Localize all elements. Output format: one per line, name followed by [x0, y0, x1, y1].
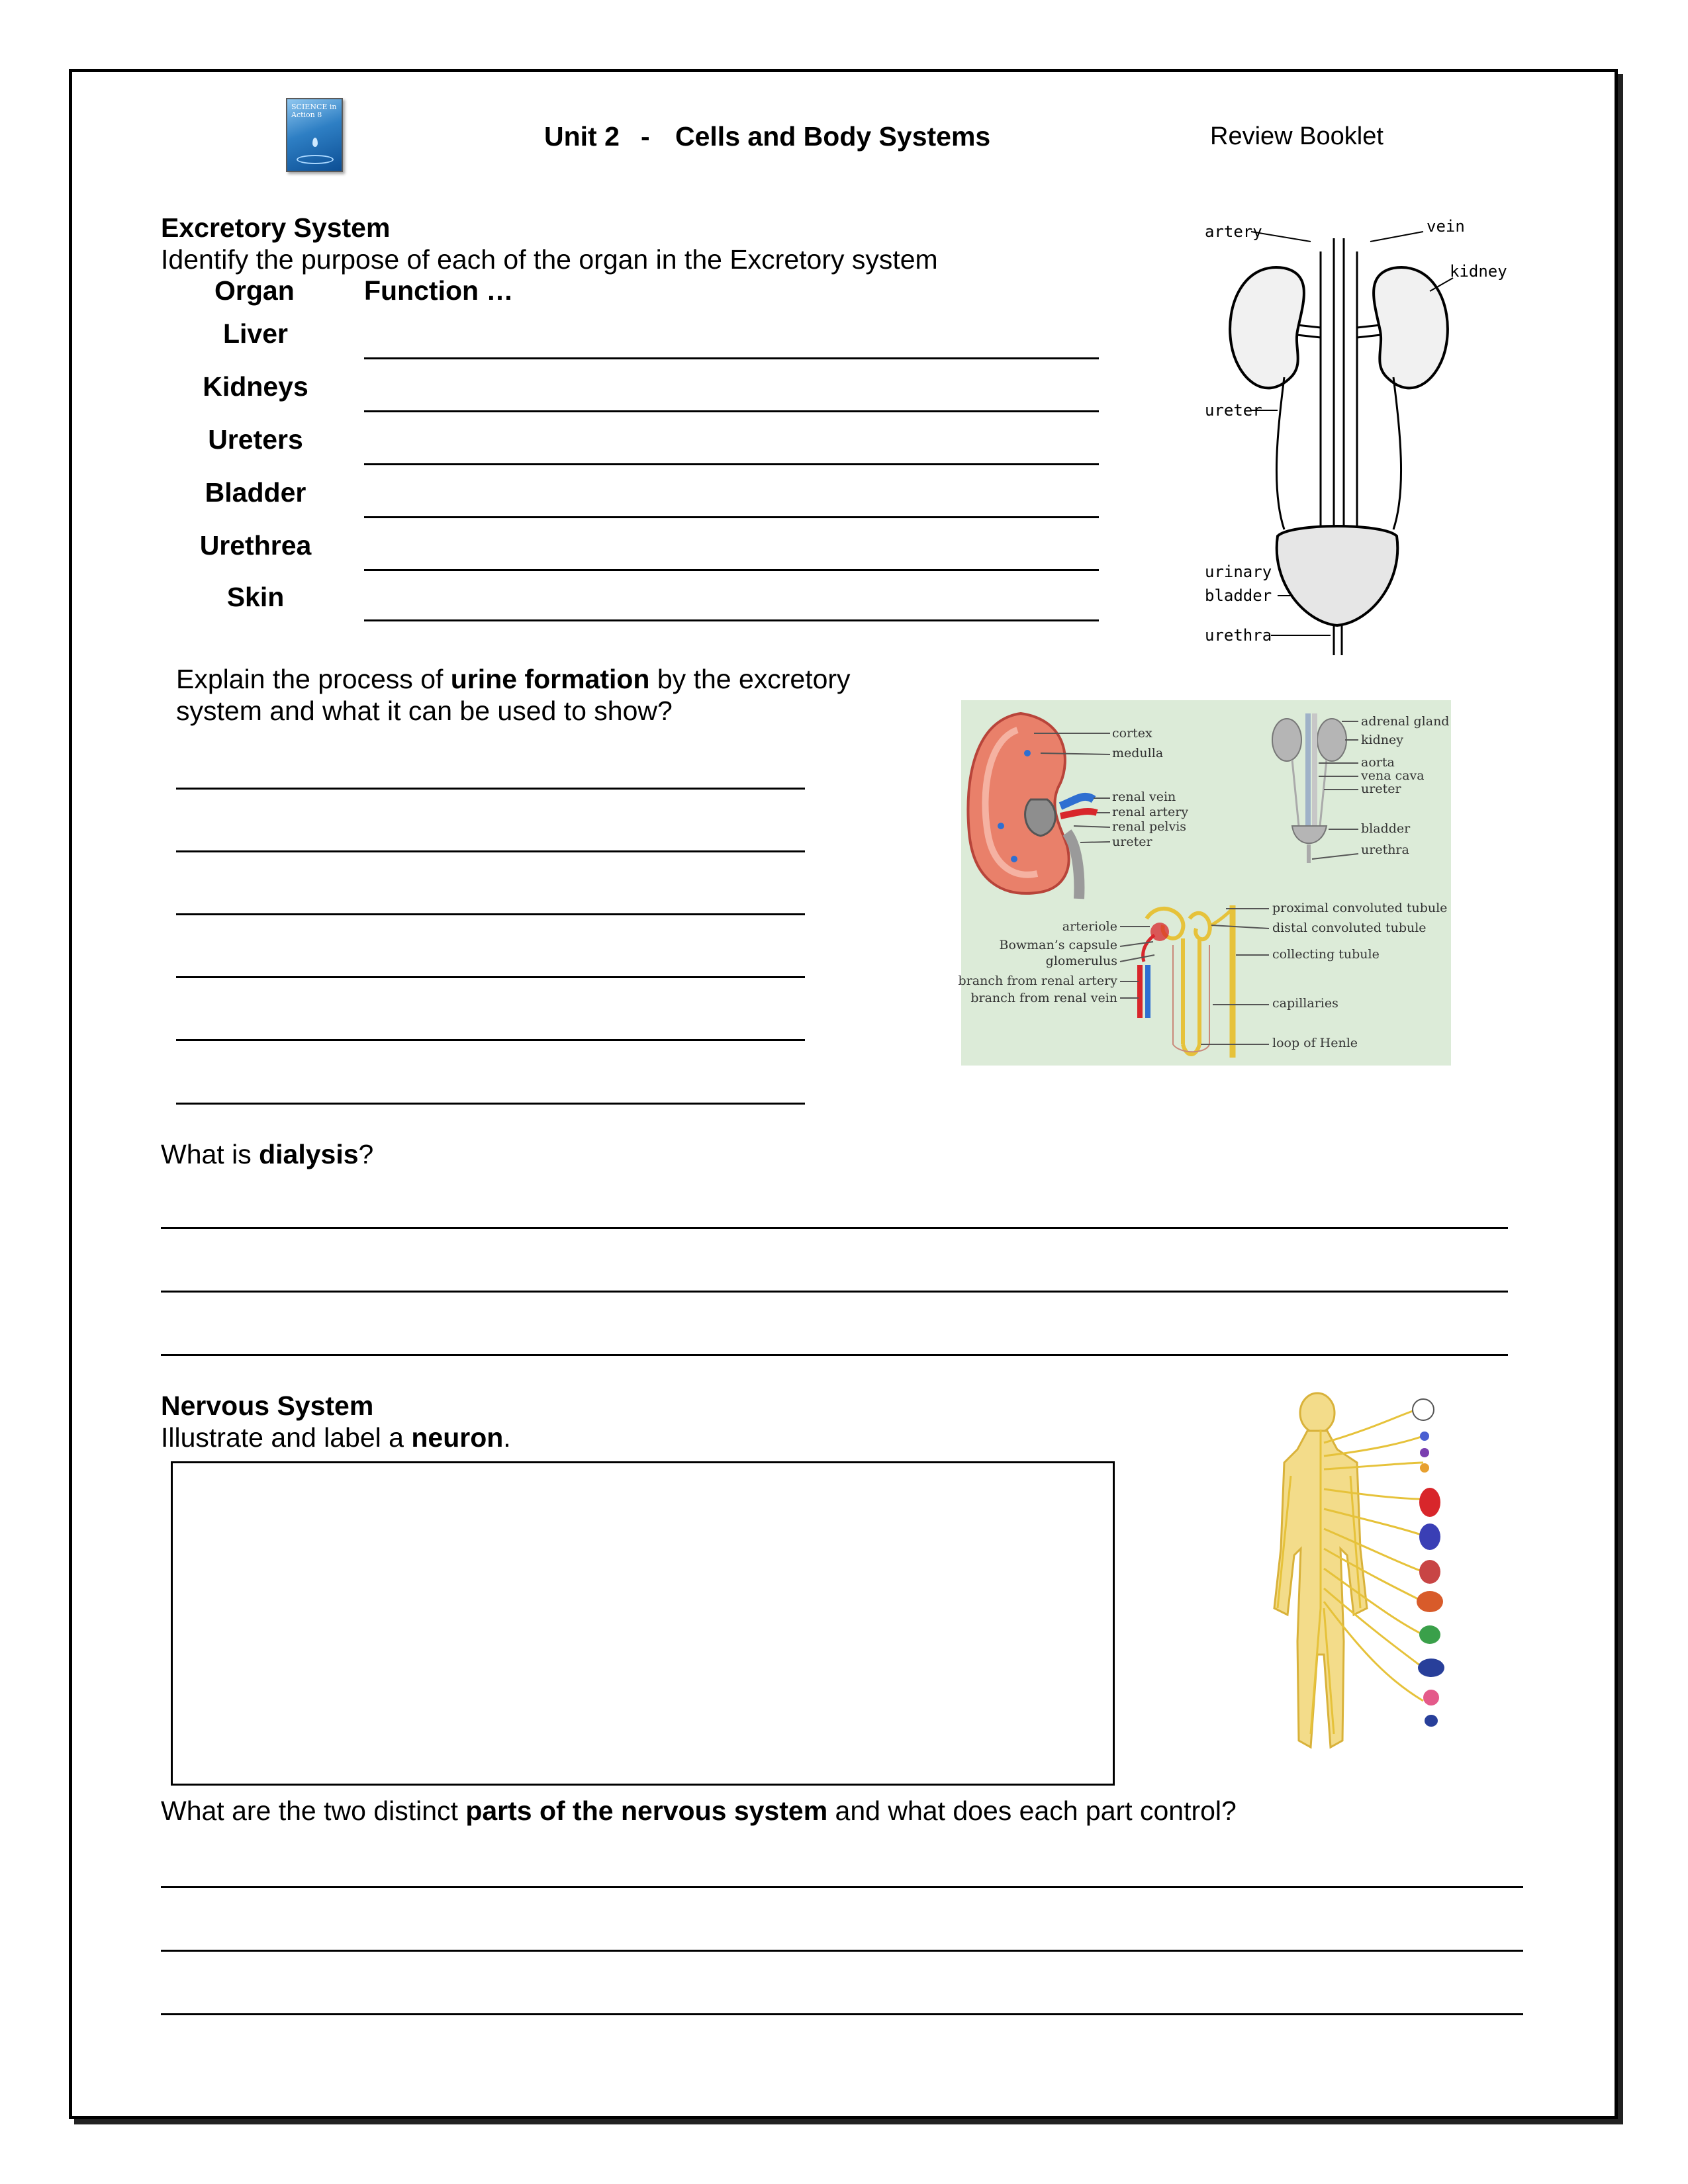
label-renal-artery: renal artery: [1112, 805, 1189, 819]
page-title: Cells and Body Systems: [675, 121, 991, 152]
organ-bladder: Bladder: [205, 477, 306, 508]
label-ureter-right: ureter: [1361, 782, 1401, 796]
science-in-action-logo: [286, 98, 343, 172]
label-collecting-tubule: collecting tubule: [1272, 947, 1380, 962]
organ-liver: Liver: [223, 318, 288, 349]
label-ureter-small: ureter: [1112, 835, 1152, 849]
nervous-parts-question: [161, 1795, 1237, 1827]
ureters-answer-line[interactable]: [364, 463, 1099, 465]
skin-answer-line[interactable]: [364, 619, 1099, 621]
urine-answer-line-5[interactable]: [176, 1039, 805, 1041]
nervous-system-figure: [1225, 1390, 1476, 1760]
label-branch-renal-artery: branch from renal artery: [958, 974, 1117, 988]
review-booklet-label: Review Booklet: [1210, 122, 1383, 150]
title-dash: -: [641, 121, 650, 152]
label-proximal-tubule: proximal convoluted tubule: [1272, 901, 1448, 915]
dialysis-answer-line-1[interactable]: [161, 1227, 1508, 1229]
label-medulla: medulla: [1112, 746, 1164, 760]
label-vein: vein: [1427, 217, 1465, 236]
nervous-q-suffix: and what does each part control?: [827, 1796, 1237, 1826]
urine-q-prefix: Explain the process of: [176, 664, 451, 694]
label-glomerulus: glomerulus: [1045, 954, 1117, 968]
label-vena-cava: vena cava: [1361, 768, 1425, 783]
dialysis-q-prefix: What is: [161, 1139, 259, 1169]
water-drop-icon: [312, 138, 318, 147]
urine-answer-line-2[interactable]: [176, 850, 805, 852]
urinary-system-diagram: [1205, 212, 1507, 662]
urine-question-line1: [176, 663, 851, 695]
urine-answer-line-1[interactable]: [176, 788, 805, 790]
urethrea-answer-line[interactable]: [364, 569, 1099, 571]
unit-number: Unit 2: [544, 121, 620, 152]
excretory-heading: Excretory System: [161, 212, 391, 243]
label-renal-vein: renal vein: [1112, 790, 1176, 804]
label-urethra: urethra: [1205, 626, 1272, 645]
label-ureter: ureter: [1205, 401, 1262, 420]
neuron-instruction: [161, 1422, 511, 1453]
nervous-answer-line-1[interactable]: [161, 1886, 1523, 1888]
urine-answer-line-3[interactable]: [176, 913, 805, 915]
liver-answer-line[interactable]: [364, 357, 1099, 359]
nervous-heading: Nervous System: [161, 1390, 374, 1421]
logo-text: SCIENCE in Action 8: [291, 103, 337, 119]
organ-urethrea: Urethrea: [199, 530, 312, 561]
nervous-q-prefix: What are the two distinct: [161, 1796, 466, 1826]
label-distal-tubule: distal convoluted tubule: [1272, 921, 1427, 935]
label-cortex: cortex: [1112, 726, 1152, 741]
nervous-answer-line-3[interactable]: [161, 2013, 1523, 2015]
neuron-instr-bold: neuron: [411, 1422, 504, 1453]
urine-question-line2: system and what it can be used to show?: [176, 696, 673, 726]
kidneys-answer-line[interactable]: [364, 410, 1099, 412]
urine-q-suffix: by the excretory: [649, 664, 851, 694]
excretory-instruction: Identify the purpose of each of the organ in the Excretory system: [161, 244, 938, 275]
dialysis-answer-line-3[interactable]: [161, 1354, 1508, 1356]
label-urethra-small: urethra: [1361, 842, 1409, 857]
nervous-q-bold: parts of the nervous system: [465, 1796, 828, 1826]
neuron-instr-suffix: .: [503, 1422, 511, 1453]
label-bladder-small: bladder: [1361, 821, 1411, 836]
kidney-nephron-diagram: [958, 700, 1451, 1066]
organ-kidneys: Kidneys: [203, 371, 308, 402]
neuron-drawing-box[interactable]: [171, 1461, 1115, 1786]
dialysis-question: [161, 1138, 373, 1170]
dialysis-q-bold: dialysis: [259, 1139, 359, 1169]
dialysis-q-suffix: ?: [358, 1139, 374, 1169]
neuron-instr-prefix: Illustrate and label a: [161, 1422, 412, 1453]
label-kidney: kidney: [1450, 262, 1507, 281]
label-renal-pelvis: renal pelvis: [1112, 819, 1187, 834]
label-adrenal-gland: adrenal gland: [1361, 714, 1450, 729]
label-arteriole: arteriole: [1062, 919, 1117, 934]
label-urinary: urinary: [1205, 563, 1272, 581]
label-loop-of-henle: loop of Henle: [1272, 1036, 1358, 1050]
label-bowmans-capsule: Bowman’s capsule: [999, 938, 1117, 952]
organ-column-header: Organ: [214, 275, 295, 306]
label-bladder: bladder: [1205, 586, 1272, 605]
function-column-header: Function …: [364, 275, 514, 306]
ripple-icon: [297, 155, 334, 164]
organ-ureters: Ureters: [208, 424, 303, 455]
label-capillaries: capillaries: [1272, 996, 1338, 1011]
label-aorta: aorta: [1361, 755, 1395, 770]
nervous-answer-line-2[interactable]: [161, 1950, 1523, 1952]
label-branch-renal-vein: branch from renal vein: [970, 991, 1117, 1005]
urine-answer-line-6[interactable]: [176, 1103, 805, 1105]
label-kidney-small: kidney: [1361, 733, 1403, 747]
organ-skin: Skin: [226, 582, 285, 612]
urine-q-bold: urine formation: [450, 664, 650, 694]
urine-answer-line-4[interactable]: [176, 976, 805, 978]
bladder-answer-line[interactable]: [364, 516, 1099, 518]
label-artery: artery: [1205, 222, 1262, 241]
dialysis-answer-line-2[interactable]: [161, 1291, 1508, 1293]
